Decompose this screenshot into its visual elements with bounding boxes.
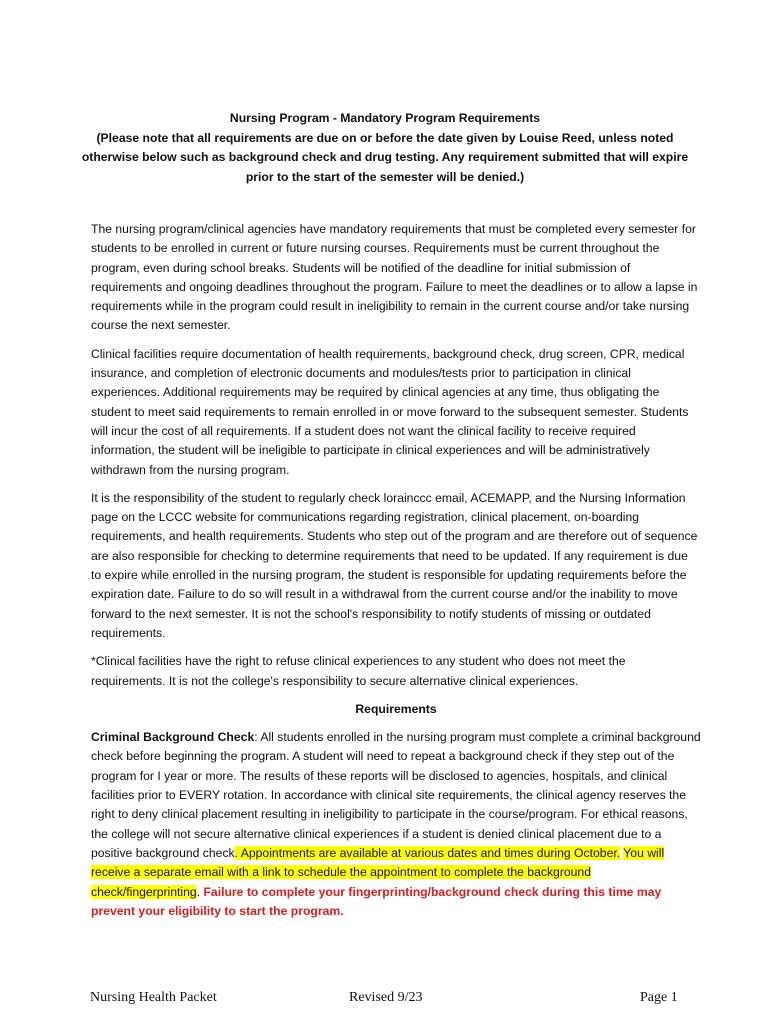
document-body <box>91 220 701 930</box>
paragraph-student-responsibility: It is the responsibility of the student to regularly check lorainccc email, ACEMAPP, and the Nursing Information page on the LCCC website for communications regarding registration, clinical placement, on-boarding requirements, and health requirements. Students who step out of the program and are therefore out of sequence are also responsible for checking to determine requirements that need to be updated. If any requirement is due to expire while enrolled in the nursing program, the student is responsible for updating requirements before the expiration date. Failure to do so will result in a withdrawal from the current course and/or the inability to move forward to the next semester. It is not the school's responsibility to notify students of missing or outdated requirements. <box>91 490 698 640</box>
after-highlight-text: . <box>196 884 204 899</box>
appointment-availability-highlight: . Appointments are available at various dates and times during October. <box>234 845 621 860</box>
document-heading <box>80 109 690 187</box>
eligibility-warning: Failure to complete your fingerprinting/background check during this time may prevent your eligibility to start the program. <box>91 884 662 918</box>
paragraph-mandatory-requirements: The nursing program/clinical agencies have mandatory requirements that must be completed every semester for students to be enrolled in current or future nursing courses. Requirements must be current throughout the program, even during school breaks. Students will be notified of the deadline for initial submission of requirements and ongoing deadlines throughout the program. Failure to meet the deadlines or to allow a lapse in requirements while in the program could result in ineligibility to remain in the current course and/or take nursing course the next semester. <box>91 222 698 333</box>
footer-document-name: Nursing Health Packet <box>90 990 217 1005</box>
criminal-background-paragraph <box>91 728 701 921</box>
schedule-email-highlight: You will receive a separate email with a link to schedule the appointment to complete the background check/fingerprinting <box>91 845 665 899</box>
heading-note-line-2: otherwise below such as background check and drug testing. Any requirement submitted that will expire <box>81 150 689 165</box>
heading-note-line-3: prior to the start of the semester will be denied.) <box>245 169 525 184</box>
requirements-heading: Requirements <box>355 701 437 716</box>
criminal-background-text: : All students enrolled in the nursing program must complete a criminal background check before beginning the program. A student will need to repeat a background check if they step out of the program for I year or more. The results of these reports will be disclosed to agencies, hospitals, and clinical facilities prior to EVERY rotation. In accordance with clinical site requirements, the clinical agency reserves the right to deny clinical placement resulting in ineligibility to participate in the course/program. For ethical reasons, the college will not secure alternative clinical experiences if a student is denied clinical placement due to a positive background check <box>91 730 701 860</box>
footer-revision: Revised 9/23 <box>349 990 423 1005</box>
heading-note-line-1: (Please note that all requirements are due on or before the date given by Louise Reed, unless noted <box>96 130 674 145</box>
criminal-background-label: Criminal Background Check <box>91 730 255 745</box>
paragraph-clinical-facilities: Clinical facilities require documentation of health requirements, background check, drug screen, CPR, medical insurance, and completion of electronic documents and modules/tests prior to participation in clinical experiences. Additional requirements may be required by clinical agencies at any time, thus obligating the student to meet said requirements to remain enrolled in or move forward to the subsequent semester. Students will incur the cost of all requirements. If a student does not want the clinical facility to receive required information, the student will be ineligible to participate in clinical experiences and will be administratively withdrawn from the nursing program. <box>91 346 689 477</box>
heading-title: Nursing Program - Mandatory Program Requirements <box>229 111 541 125</box>
footer-page-number: Page 1 <box>640 990 678 1005</box>
paragraph-clinical-refusal: *Clinical facilities have the right to refuse clinical experiences to any student who does not meet the requirements. It is not the college's responsibility to secure alternative clinical experiences. <box>91 654 626 688</box>
